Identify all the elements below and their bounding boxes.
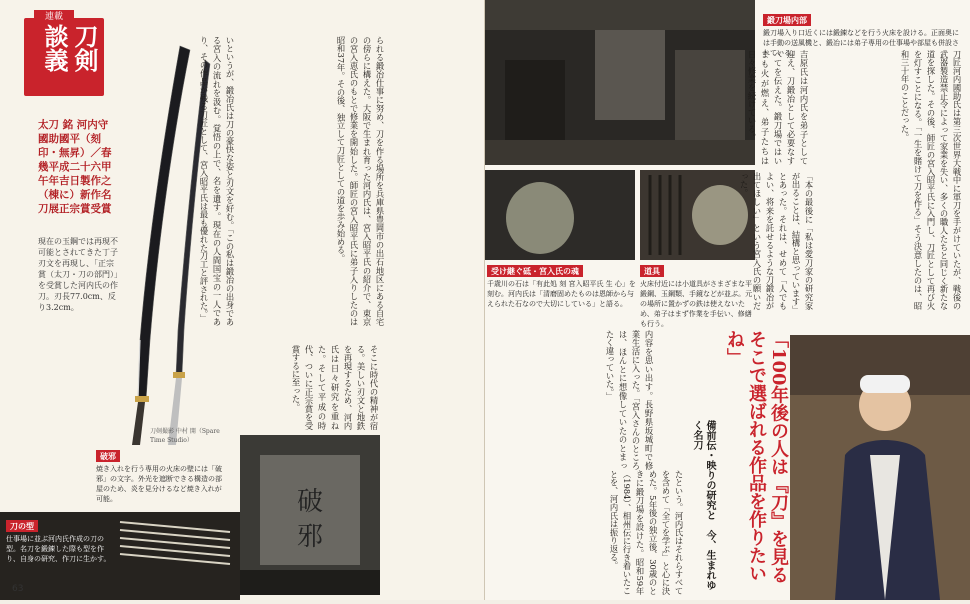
hamon-room-photo [240,435,380,595]
right-page [485,0,970,600]
forge-caption-text: 鍛刀場入り口近くには鍛錬などを行う火床を設ける。正面奥には手動の送風機と、鍛冶には弟子専用の仕事場や部屋も併設されている。 [763,29,959,57]
hamon-caption [96,450,226,504]
katana-molds-caption-text: 仕事場に並ぶ河内氏作成の刀の型。名刀を鍛錬した際も型を作り、自身の研究、作刀に生かす。 [6,535,111,563]
left-body-column-1: られる鍛冶仕事に努め、刀を作る場所を兵庫県豊岡市の出石地区にある自宅の傍らに構えた。大阪で生まれ育った河内氏は、宮入昭平氏の紹介で、東京の宮入恵氏のもとで修業を開始した。師匠の宮入昭平氏に弟子入りしたのは昭和37年。その後、独立して刀匠としての道を歩み始める。 [336,36,385,326]
katana-molds-caption-title: 刀の型 [6,520,38,532]
sword-description: 現在の玉鋼では再現不可能とされてきた丁子刃文を再現し、「正宗賞（太刀・刀の部門）」を受賞した河内氏の作刀。刃長77.0cm、反り3.2cm。 [38,237,118,312]
tools-caption [640,265,755,329]
svg-text:破: 破 [296,487,324,517]
svg-text:邪: 邪 [296,522,324,552]
smith-portrait-photo [790,335,970,600]
sword-photo-credit: 刀剣撮影 中村 開（Spare Time Studio） [150,428,220,444]
katana-molds-caption [6,520,116,564]
right-body-column-4: 内容を思い出す。長野県坂城町で修業生活に入った。「宮入さんのところは、ほんとに想像していたのとまったく違っていた。」 [605,330,654,470]
forge-interior-photo [485,0,755,165]
tools-caption-title: 道具 [640,265,664,277]
hamon-caption-title: 破邪 [96,450,120,462]
left-page [0,0,485,600]
column-title-talk: 談義 [40,24,69,72]
page-number: 63 [12,584,24,594]
whetstone-caption [487,265,637,309]
left-body-column-3: そこに時代の精神が宿る。美しい刃文と地鉄を再現するため、河内氏は日々研究を重ねた。そして平成の時代、ついに正宗賞を受賞するに至った。 [291,345,379,430]
right-body-column-2: 「本の最後に「私は愛刀家の研究家が出ることは、結構と思っています」とあった。それは、せめて「人でもよい、将来を託せるような刀鍛冶が出てほしい」という宮入氏の願いだった。 [739,172,814,310]
whetstone-caption-text: 千歳川の石は「有此処 刻 宮入昭平氏 生 心」を刻む。河内氏は「清磨固めたものは恩師から与えられた石なので大切にしている」と語る。 [487,280,636,308]
right-body-column-5: たという。河内氏はそれらすべてを含めて「全てを学ぶ」と心に決めた。5年後の独立後、30歳のときに鍛刀場を設けた。昭和59年（1984）、相州伝に行き着いたことを、河内氏は振り返る。 [609,470,684,595]
sword-name: 太刀 銘 河内守國助國平（刻印・無昇）／春幾平成二十六甲午年吉日製作之（棟に）新作名刀展正宗賞受賞 [38,119,112,215]
subheadline: 備前伝・映りの研究と 今、生まれゆく名刀 [691,420,715,590]
whetstone-caption-title: 受け継ぐ砥・宮入氏の魂 [487,265,583,277]
right-body-column-3: 吉原氏は河内氏を弟子として迎え、刀鍛冶として必要なすべてを伝えた。鍛刀場ではいまも火が燃え、弟子たちは日々修業を続けている。 [747,50,809,165]
tools-caption-text: 火床付近には小道具がさまざまな平鍛鋼、玉鋼類、手鏡などが並ぶ。元の場所に置かずの鉄は使えないため、弟子はまず作業を手伝い、修繕も行う。 [640,280,753,328]
right-body-column-1: 刀匠河内國助氏は第三次世界大戦中に軍刀を手がけていたが、戦後の武器製造禁止令によって家業を失い、多くの職人たちと同じく新たな道を探した。その後、師匠の宮入昭平氏に入門し、刀匠として再び火を灯すことになる。「一生を賭けて刀を作る」そう決意したのは、昭和三十年のことだった。 [900,50,962,310]
column-title-sword: 刀剣 [70,24,99,72]
whetstone-photo [485,170,635,260]
column-title-box [24,18,104,96]
series-tag: 連載 [34,10,74,24]
hamon-caption-text: 焼き入れを行う専用の火床の壁には「破邪」の文字。外光を遮断できる構造の部屋のため、炎を見分けるなど焼き入れが可能。 [96,465,222,503]
headline-quote: 「100年後の人は『刀』を見る そこで選ばれる作品を作りたいね」 [724,330,789,602]
forge-caption-title: 鍛刀場内部 [763,14,811,26]
left-body-column-2: いというが、鍛冶氏は刀の豪快な姿と刃文を好む。「この私は鍛冶の出身である宮入の流れを汲む。覚悟の上で、名を遺す。現在の人間国宝の一人であり、その作品が残る刀匠として、宮入昭平氏は最も優れた刀工と評された。」 [199,36,235,326]
